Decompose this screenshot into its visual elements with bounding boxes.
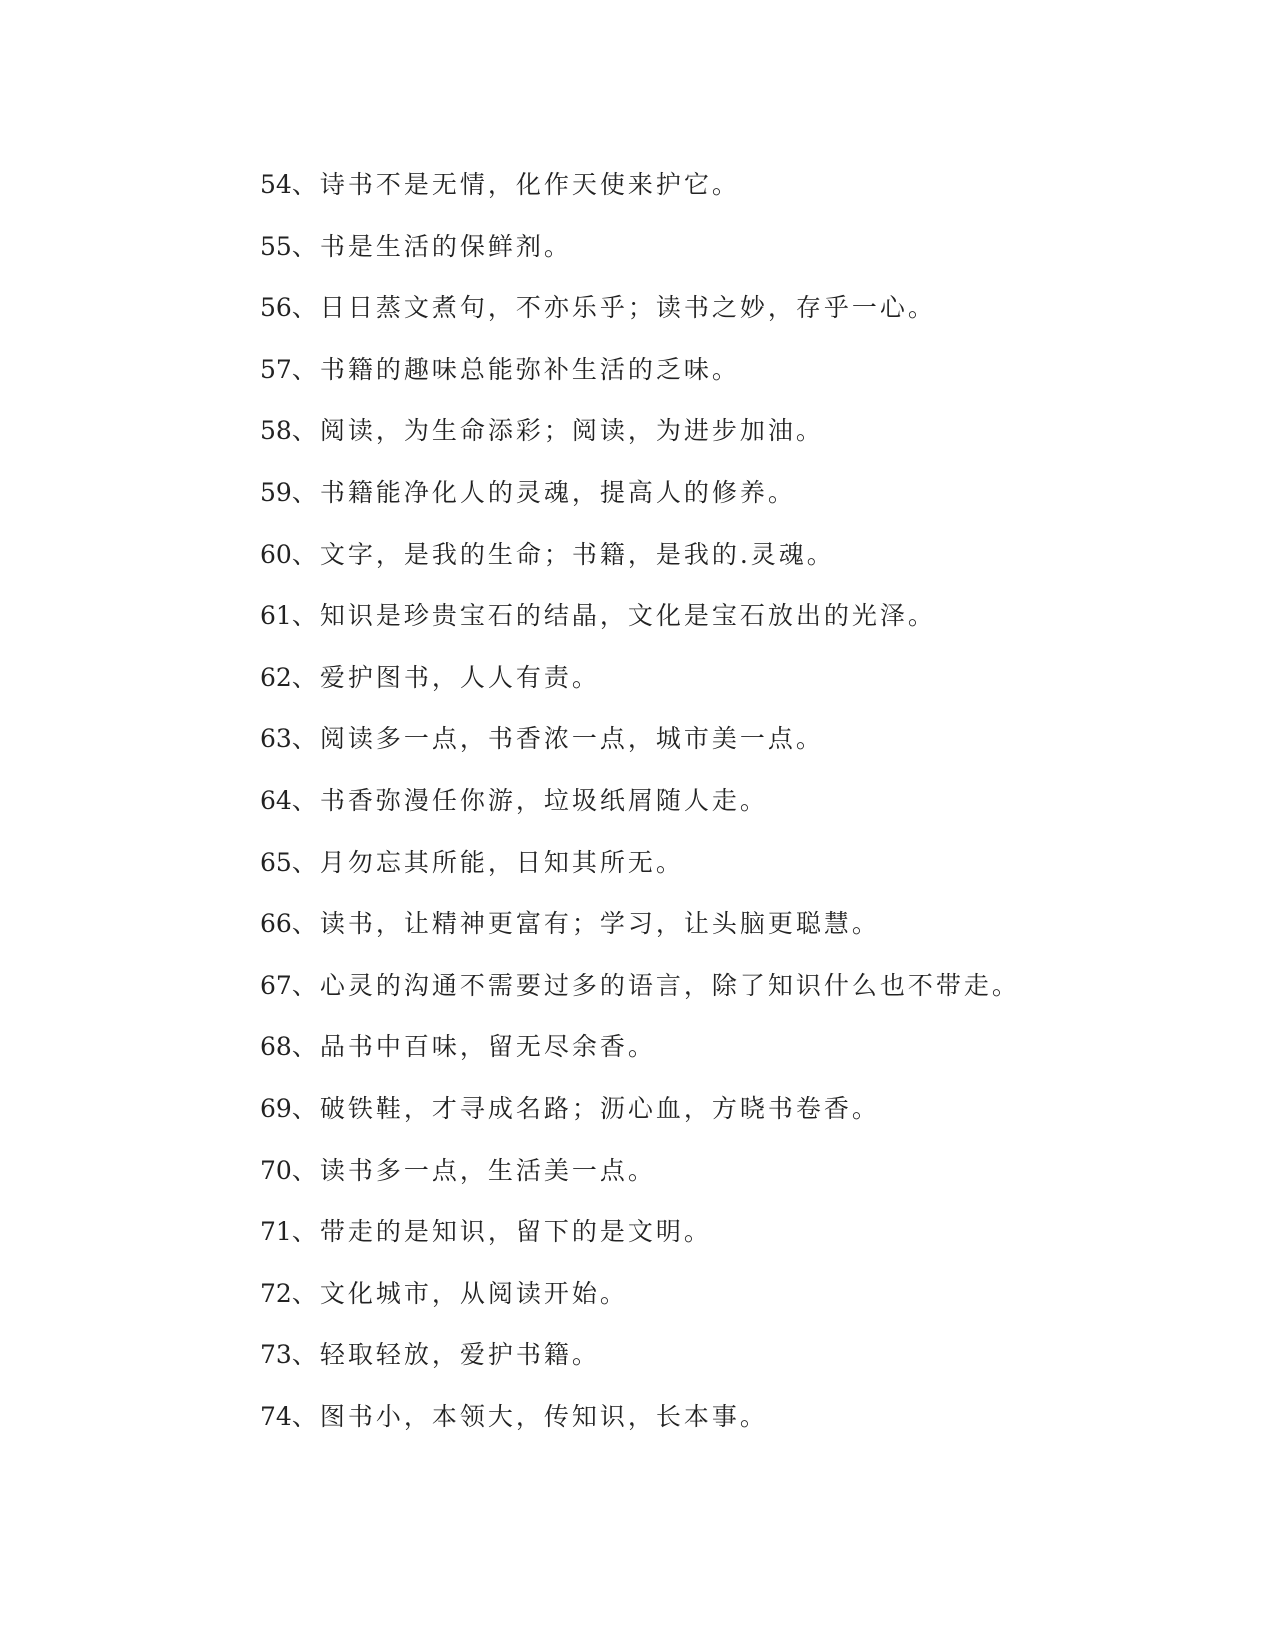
list-item [260, 966, 1160, 1028]
list-item [260, 843, 1160, 905]
list-item [260, 904, 1160, 966]
item-number: 65 [260, 847, 292, 877]
item-number: 55 [260, 231, 292, 261]
item-text: 、文化城市，从阅读开始。 [291, 1278, 628, 1308]
item-text: 、阅读多一点，书香浓一点，城市美一点。 [291, 724, 824, 754]
list-item [260, 288, 1160, 350]
item-number: 69 [260, 1093, 292, 1123]
item-text: 、书籍能净化人的灵魂，提高人的修养。 [291, 477, 796, 507]
item-text: 、日日蒸文煮句，不亦乐乎；读书之妙，存乎一心。 [291, 293, 936, 323]
item-number: 54 [260, 170, 292, 199]
item-text: 、书是生活的保鲜剂。 [291, 231, 572, 261]
list-item [260, 1274, 1160, 1336]
slogan-list [260, 165, 1160, 1458]
item-text: 、阅读，为生命添彩；阅读，为进步加油。 [291, 416, 824, 446]
item-number: 56 [260, 293, 292, 323]
item-number: 63 [260, 724, 292, 754]
item-text: 、书籍的趣味总能弥补生活的乏味。 [291, 354, 740, 384]
item-number: 61 [260, 601, 292, 631]
item-number: 59 [260, 477, 292, 507]
list-item [260, 411, 1160, 473]
list-item [260, 473, 1160, 535]
item-text: 、读书，让精神更富有；学习，让头脑更聪慧。 [291, 909, 880, 939]
item-text: 、书香弥漫任你游，垃圾纸屑随人走。 [291, 785, 768, 815]
list-item [260, 535, 1160, 597]
item-text: 、带走的是知识，留下的是文明。 [291, 1217, 712, 1247]
list-item [260, 1027, 1160, 1089]
item-text: 、文字，是我的生命；书籍，是我的.灵魂。 [291, 539, 835, 569]
list-item [260, 165, 1160, 227]
item-number: 62 [260, 662, 292, 692]
item-text: 、爱护图书，人人有责。 [291, 662, 600, 692]
item-number: 72 [260, 1278, 292, 1308]
item-number: 68 [260, 1032, 292, 1062]
list-item [260, 1397, 1160, 1459]
item-text: 、月勿忘其所能，日知其所无。 [291, 847, 684, 877]
list-item [260, 596, 1160, 658]
item-number: 57 [260, 354, 292, 384]
list-item [260, 658, 1160, 720]
item-text: 、诗书不是无情，化作天使来护它。 [291, 170, 740, 199]
list-item [260, 1151, 1160, 1213]
list-item [260, 1089, 1160, 1151]
item-text: 、心灵的沟通不需要过多的语言，除了知识什么也不带走。 [291, 970, 1020, 1000]
list-item [260, 350, 1160, 412]
item-number: 73 [260, 1340, 292, 1370]
item-number: 66 [260, 909, 292, 939]
list-item [260, 719, 1160, 781]
item-number: 71 [260, 1217, 292, 1247]
item-number: 67 [260, 970, 292, 1000]
item-text: 、读书多一点，生活美一点。 [291, 1155, 656, 1185]
item-text: 、图书小，本领大，传知识，长本事。 [291, 1401, 768, 1431]
item-number: 70 [260, 1155, 292, 1185]
list-item [260, 1335, 1160, 1397]
list-item [260, 781, 1160, 843]
list-item [260, 1212, 1160, 1274]
item-number: 58 [260, 416, 292, 446]
item-number: 60 [260, 539, 292, 569]
item-number: 64 [260, 785, 292, 815]
item-text: 、品书中百味，留无尽余香。 [291, 1032, 656, 1062]
item-number: 74 [260, 1401, 292, 1431]
item-text: 、知识是珍贵宝石的结晶，文化是宝石放出的光泽。 [291, 601, 936, 631]
item-text: 、轻取轻放，爱护书籍。 [291, 1340, 600, 1370]
item-text: 、破铁鞋，才寻成名路；沥心血，方晓书卷香。 [291, 1093, 880, 1123]
list-item [260, 227, 1160, 289]
